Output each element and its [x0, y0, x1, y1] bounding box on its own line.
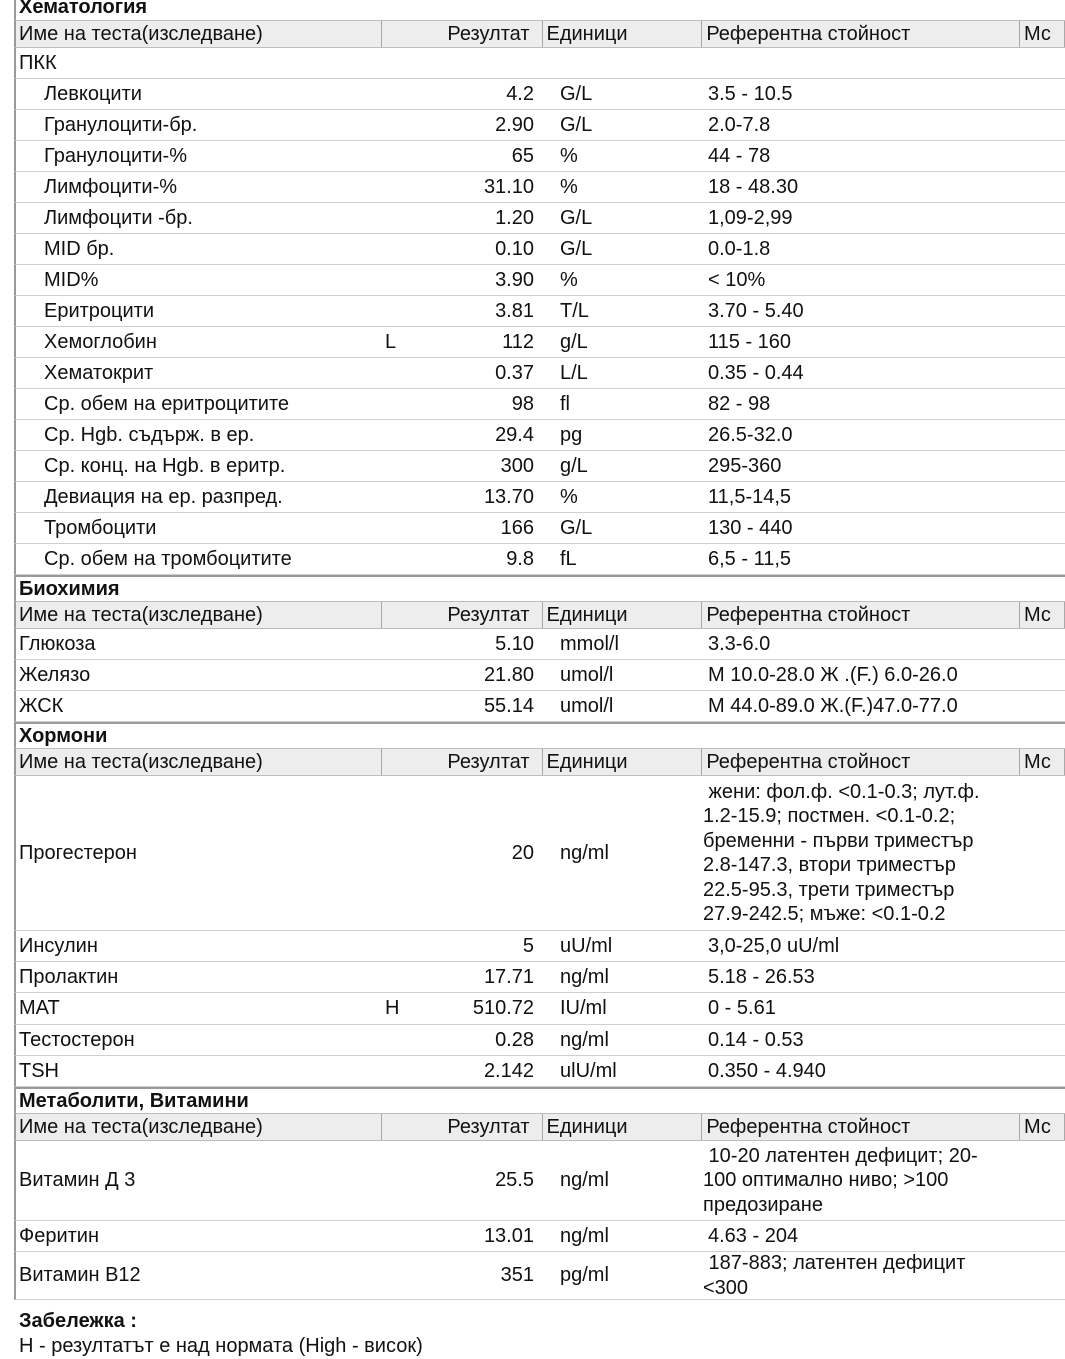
result-flag: L — [385, 330, 397, 353]
result-unit: umol/l — [560, 694, 614, 717]
test-name: Ср. обем на тромбоцитите — [44, 547, 292, 570]
test-name: Ср. конц. на Hgb. в еритр. — [44, 454, 286, 477]
reference-line: 2.0-7.8 — [708, 113, 771, 136]
table-header — [14, 748, 1065, 776]
test-name: Ср. обем на еритроцитите — [44, 392, 290, 415]
reference-line: < 10% — [708, 268, 766, 291]
section-title: Хематология — [14, 0, 1065, 20]
test-name: Гранулоцити-бр. — [44, 113, 198, 136]
table-row — [14, 79, 1065, 110]
test-name: Тромбоцити — [44, 516, 157, 539]
reference-line: 0 - 5.61 — [708, 997, 776, 1019]
header-reference: Референтна стойност — [702, 602, 1020, 628]
result-value: 0.10 — [495, 237, 534, 260]
table-row — [14, 327, 1065, 358]
reference-range — [700, 516, 1020, 541]
result-unit: G/L — [560, 113, 593, 136]
reference-line: 1,09-2,99 — [708, 206, 793, 229]
test-name: Левкоцити — [44, 82, 142, 105]
result-unit: uU/ml — [560, 934, 613, 957]
result-value: 13.70 — [483, 485, 534, 508]
reference-range — [700, 965, 1020, 990]
result-value: 3.90 — [495, 268, 534, 291]
reference-line: 18 - 48.30 — [708, 175, 799, 198]
reference-line: 27.9-242.5; мъже: <0.1-0.2 — [703, 903, 946, 925]
result-value: 112 — [502, 330, 534, 353]
reference-range — [700, 1144, 1020, 1218]
test-name: Девиация на ер. разпред. — [44, 485, 283, 508]
reference-range — [700, 206, 1020, 231]
header-reference: Референтна стойност — [702, 21, 1020, 47]
result-value: 17.71 — [483, 965, 534, 988]
reference-range — [700, 1224, 1020, 1249]
reference-range — [700, 237, 1020, 262]
table-header — [14, 1113, 1065, 1141]
result-value: 0.28 — [495, 1028, 534, 1051]
reference-line: 22.5-95.3, трети триместър — [703, 878, 955, 901]
table-row — [14, 389, 1065, 420]
table-header — [14, 20, 1065, 48]
reference-range — [700, 780, 1020, 927]
reference-line: М 10.0-28.0 Ж .(F.) 6.0-26.0 — [708, 663, 958, 686]
reference-line: жени: фол.ф. <0.1-0.3; лут.ф. — [703, 780, 980, 803]
reference-line: бременни - първи триместър — [703, 829, 974, 852]
result-unit: ng/ml — [560, 965, 609, 988]
result-unit: G/L — [560, 516, 593, 539]
result-value: 351 — [500, 1264, 534, 1286]
group-label: ПКК — [19, 51, 57, 74]
reference-range — [700, 663, 1020, 688]
table-row — [14, 172, 1065, 203]
reference-range — [700, 82, 1020, 107]
result-unit: % — [560, 268, 578, 291]
reference-range — [700, 1059, 1020, 1084]
reference-line: 3,0-25,0 uU/ml — [708, 934, 840, 957]
result-unit: ng/ml — [560, 1224, 609, 1247]
header-result: Резултат — [382, 602, 543, 628]
result-value: 300 — [500, 454, 534, 477]
table-row — [14, 544, 1065, 575]
test-name: ЖСК — [19, 694, 64, 717]
test-name: Еритроцити — [44, 299, 154, 322]
table-row — [14, 141, 1065, 172]
result-value: 1.20 — [495, 206, 534, 229]
table-row — [14, 482, 1065, 513]
reference-line: 1.2-15.9; постмен. <0.1-0.2; — [703, 805, 956, 827]
reference-line: 100 оптимално ниво; >100 — [703, 1169, 949, 1192]
result-unit: fl — [560, 392, 570, 415]
test-name: TSH — [19, 1059, 59, 1082]
result-unit: ng/ml — [560, 841, 609, 864]
test-name: Витамин B12 — [19, 1264, 141, 1286]
section-title: Хормони — [14, 722, 1065, 748]
reference-line: 5.18 - 26.53 — [708, 965, 815, 988]
table-row — [14, 993, 1065, 1025]
reference-range — [700, 632, 1020, 657]
header-result: Резултат — [382, 1114, 543, 1140]
reference-range — [700, 113, 1020, 138]
note-title: Забележка : — [19, 1310, 137, 1332]
header-reference: Референтна стойност — [702, 1114, 1020, 1140]
note-block — [19, 1309, 423, 1359]
table-row — [14, 296, 1065, 327]
test-name: Инсулин — [19, 934, 98, 957]
result-unit: umol/l — [560, 663, 614, 686]
header-units: Единици — [543, 602, 703, 628]
note-text: Н - резултатът е над нормата (High - висок) — [19, 1335, 423, 1357]
reference-line: 130 - 440 — [708, 516, 793, 539]
reference-line: 295-360 — [708, 454, 782, 477]
result-unit: ng/ml — [560, 1028, 609, 1051]
reference-line: 0.35 - 0.44 — [708, 361, 804, 384]
table-row — [14, 265, 1065, 296]
test-name: Ср. Hgb. съдърж. в ер. — [44, 423, 255, 446]
result-value: 31.10 — [483, 175, 534, 198]
result-value: 9.8 — [506, 547, 534, 570]
test-name: MID% — [44, 268, 99, 291]
reference-line: 3.3-6.0 — [708, 632, 771, 655]
table-row — [14, 1141, 1065, 1221]
reference-range — [700, 485, 1020, 510]
reference-line: 44 - 78 — [708, 144, 771, 167]
result-unit: % — [560, 485, 578, 508]
test-name: Витамин Д 3 — [19, 1169, 136, 1191]
test-name: Хемоглобин — [44, 330, 157, 353]
table-row — [14, 513, 1065, 544]
reference-line: 187-883; латентен дефицит — [703, 1252, 966, 1274]
reference-range — [700, 934, 1020, 959]
result-value: 0.37 — [495, 361, 534, 384]
result-value: 13.01 — [483, 1224, 534, 1247]
table-row — [14, 691, 1065, 722]
header-more: Мс — [1020, 21, 1065, 47]
header-name: Име на теста(изследване) — [16, 749, 382, 775]
reference-range — [700, 1028, 1020, 1053]
result-unit: pg/ml — [560, 1264, 609, 1286]
reference-range — [700, 175, 1020, 200]
test-name: Гранулоцити-% — [44, 144, 187, 167]
header-name: Име на теста(изследване) — [16, 602, 382, 628]
result-unit: fL — [560, 547, 577, 570]
test-name: Глюкоза — [19, 632, 96, 655]
result-unit: g/L — [560, 330, 588, 353]
reference-range — [700, 694, 1020, 719]
reference-line: М 44.0-89.0 Ж.(F.)47.0-77.0 — [708, 694, 958, 717]
header-more: Мс — [1020, 602, 1065, 628]
result-unit: % — [560, 175, 578, 198]
header-more: Мс — [1020, 749, 1065, 775]
result-unit: ulU/ml — [560, 1059, 617, 1082]
result-value: 29.4 — [495, 423, 534, 446]
reference-line: 0.350 - 4.940 — [708, 1059, 826, 1082]
reference-line: 6,5 - 11,5 — [708, 547, 792, 570]
table-header — [14, 601, 1065, 629]
reference-line: 82 - 98 — [708, 392, 771, 415]
result-unit: G/L — [560, 206, 593, 229]
test-name: Лимфоцити-% — [44, 175, 178, 198]
header-reference: Референтна стойност — [702, 749, 1020, 775]
test-name: Прогестерон — [19, 841, 137, 864]
header-units: Единици — [543, 21, 703, 47]
table-row — [14, 931, 1065, 962]
test-name: Желязо — [19, 663, 91, 686]
reference-line: 4.63 - 204 — [708, 1224, 799, 1247]
table-row — [14, 234, 1065, 265]
result-value: 20 — [511, 841, 534, 864]
result-value: 4.2 — [506, 82, 534, 105]
reference-range — [700, 268, 1020, 293]
result-unit: pg — [560, 423, 583, 446]
result-unit: IU/ml — [560, 997, 607, 1019]
reference-line: 0.14 - 0.53 — [708, 1028, 804, 1051]
table-row — [14, 451, 1065, 482]
result-value: 5.10 — [495, 632, 534, 655]
result-unit: mmol/l — [560, 632, 619, 655]
table-row — [14, 1221, 1065, 1252]
reference-line: 10-20 латентен дефицит; 20- — [703, 1144, 978, 1167]
reference-range — [700, 330, 1020, 355]
result-value: 65 — [511, 144, 534, 167]
result-value: 2.142 — [483, 1059, 534, 1082]
reference-range — [700, 996, 1020, 1021]
reference-range — [700, 361, 1020, 386]
reference-line: 3.5 - 10.5 — [708, 82, 793, 105]
result-value: 3.81 — [495, 299, 534, 322]
test-name: Хематокрит — [44, 361, 154, 384]
reference-line: предозиране — [703, 1193, 823, 1216]
result-flag: H — [385, 997, 400, 1019]
result-value: 510.72 — [472, 997, 534, 1019]
header-result: Резултат — [382, 21, 543, 47]
reference-line: 26.5-32.0 — [708, 423, 793, 446]
reference-line: <300 — [703, 1276, 749, 1299]
result-value: 5 — [522, 934, 534, 957]
reference-line: 0.0-1.8 — [708, 237, 771, 260]
table-row — [14, 962, 1065, 993]
result-unit: G/L — [560, 237, 593, 260]
test-name: MID бр. — [44, 237, 115, 260]
header-name: Име на теста(изследване) — [16, 21, 382, 47]
lab-report — [14, 0, 1065, 1300]
result-value: 25.5 — [495, 1169, 534, 1191]
reference-line: 11,5-14,5 — [708, 485, 792, 508]
reference-line: 115 - 160 — [708, 330, 792, 353]
table-row — [14, 203, 1065, 234]
table-row — [14, 1025, 1065, 1056]
result-value: 2.90 — [495, 113, 534, 136]
reference-range — [700, 392, 1020, 417]
result-unit: T/L — [560, 299, 589, 322]
table-row — [14, 1252, 1065, 1300]
reference-range — [700, 454, 1020, 479]
table-row — [14, 629, 1065, 660]
test-name: Тестостерон — [19, 1028, 135, 1051]
header-result: Резултат — [382, 749, 543, 775]
test-name: Пролактин — [19, 965, 119, 988]
section-title: Биохимия — [14, 575, 1065, 601]
test-name: MAT — [19, 997, 60, 1019]
test-name: Лимфоцити -бр. — [44, 206, 193, 229]
result-unit: % — [560, 144, 578, 167]
result-unit: G/L — [560, 82, 593, 105]
reference-range — [700, 423, 1020, 448]
table-row — [14, 420, 1065, 451]
table-row — [14, 776, 1065, 931]
result-unit: ng/ml — [560, 1169, 609, 1191]
header-more: Мс — [1020, 1114, 1065, 1140]
reference-range — [700, 1251, 1020, 1300]
test-name: Феритин — [19, 1224, 99, 1247]
reference-line: 2.8-147.3, втори триместър — [703, 854, 956, 876]
header-units: Единици — [543, 749, 703, 775]
reference-line: 3.70 - 5.40 — [708, 299, 804, 322]
header-units: Единици — [543, 1114, 703, 1140]
result-value: 55.14 — [483, 694, 534, 717]
table-row — [14, 110, 1065, 141]
reference-range — [700, 144, 1020, 169]
header-name: Име на теста(изследване) — [16, 1114, 382, 1140]
result-value: 21.80 — [483, 663, 534, 686]
result-value: 166 — [500, 516, 534, 539]
section-title: Метаболити, Витамини — [14, 1087, 1065, 1113]
result-unit: L/L — [560, 361, 588, 384]
reference-range — [700, 299, 1020, 324]
result-unit: g/L — [560, 454, 588, 477]
result-value: 98 — [511, 392, 534, 415]
table-row — [14, 660, 1065, 691]
table-row — [14, 358, 1065, 389]
table-row — [14, 1056, 1065, 1087]
reference-range — [700, 547, 1020, 572]
group-row — [14, 48, 1065, 79]
